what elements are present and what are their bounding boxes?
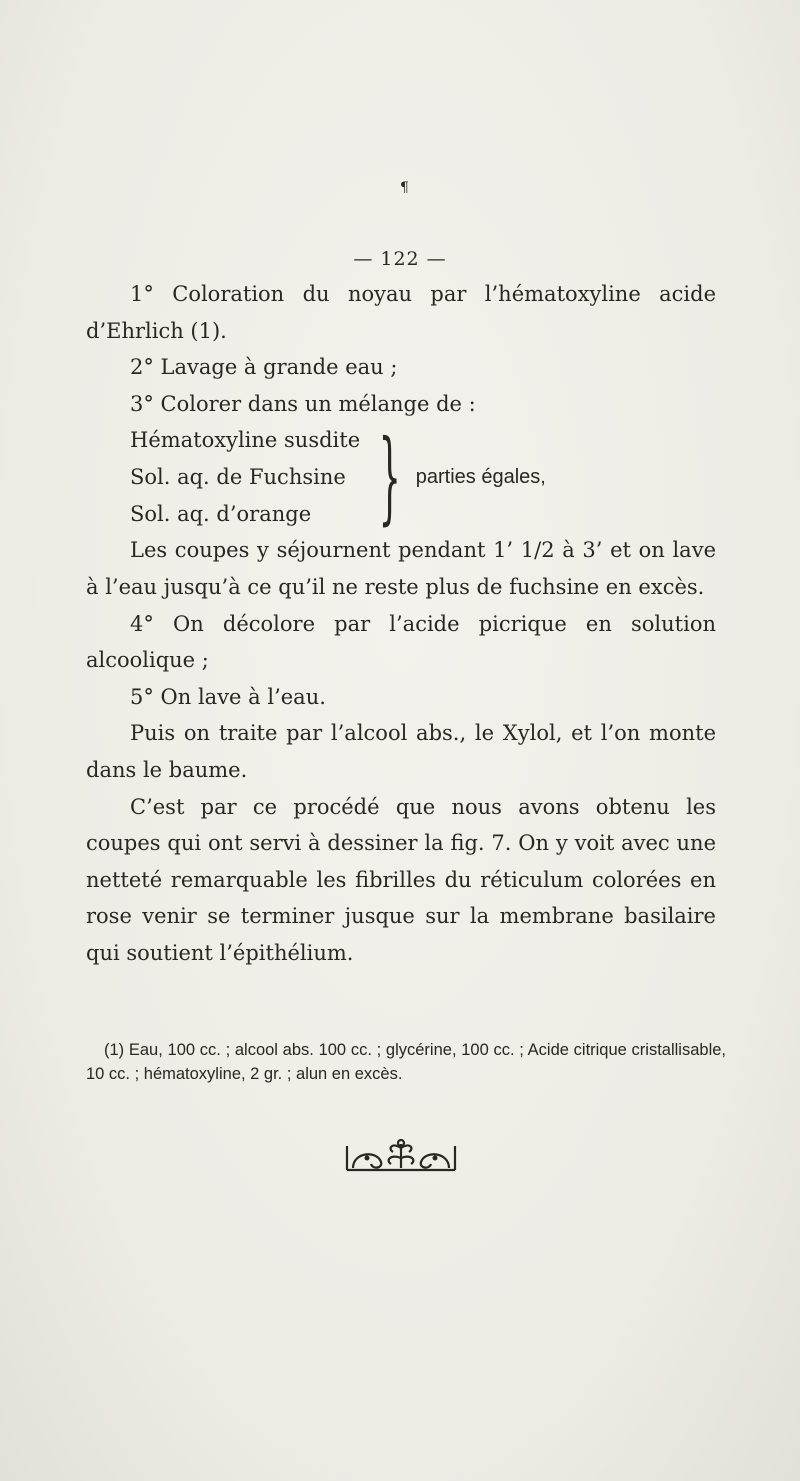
fleuron-ornament-icon (343, 1138, 459, 1178)
page-number: — 122 — (353, 248, 447, 270)
footnote-text: (1) Eau, 100 cc. ; alcool abs. 100 cc. ; glycérine, 100 cc. ; Acide citrique cristallisable, 10 cc. ; hématoxyline, 2 gr. ; alun en excès. (86, 1041, 726, 1083)
paragraph-wash: Les coupes y séjournent pendant 1’ 1/2 à 3’ et on lave à l’eau jusqu’à ce qu’il ne reste plus de fuchsine en excès. (86, 538, 716, 599)
paragraph-results: C’est par ce procédé que nous avons obtenu les coupes qui ont servi à dessiner la fig. 7. On y voit avec une netteté remarquable les fibrilles du réticulum colorées en rose venir se terminer jusque sur la membrane basilaire qui soutient l’épithélium. (86, 794, 716, 965)
recipe-list (130, 422, 360, 532)
step-5: 5° On lave à l’eau. (130, 684, 326, 709)
step-1: 1° Coloration du noyau par l’hématoxyline acide d’Ehrlich (1). (86, 282, 716, 343)
recipe-item: Sol. aq. d’orange (130, 501, 312, 526)
recipe-block (130, 418, 716, 536)
recipe-result: parties égales, (415, 466, 546, 489)
recipe-item: Sol. aq. de Fuchsine (130, 465, 346, 490)
paragraph-mounting: Puis on traite par l’alcool abs., le Xylol, et l’on monte dans le baume. (86, 721, 716, 782)
recipe-item: Hématoxyline susdite (130, 428, 361, 453)
step-2: 2° Lavage à grande eau ; (130, 355, 398, 380)
printer-mark: ¶ (400, 180, 409, 196)
step-3: 3° Colorer dans un mélange de : (130, 391, 476, 416)
body-text (86, 276, 716, 972)
brace-icon: } (378, 418, 402, 536)
step-4: 4° On décolore par l’acide picrique en solution alcoolique ; (86, 611, 716, 673)
footnote (86, 1038, 726, 1086)
